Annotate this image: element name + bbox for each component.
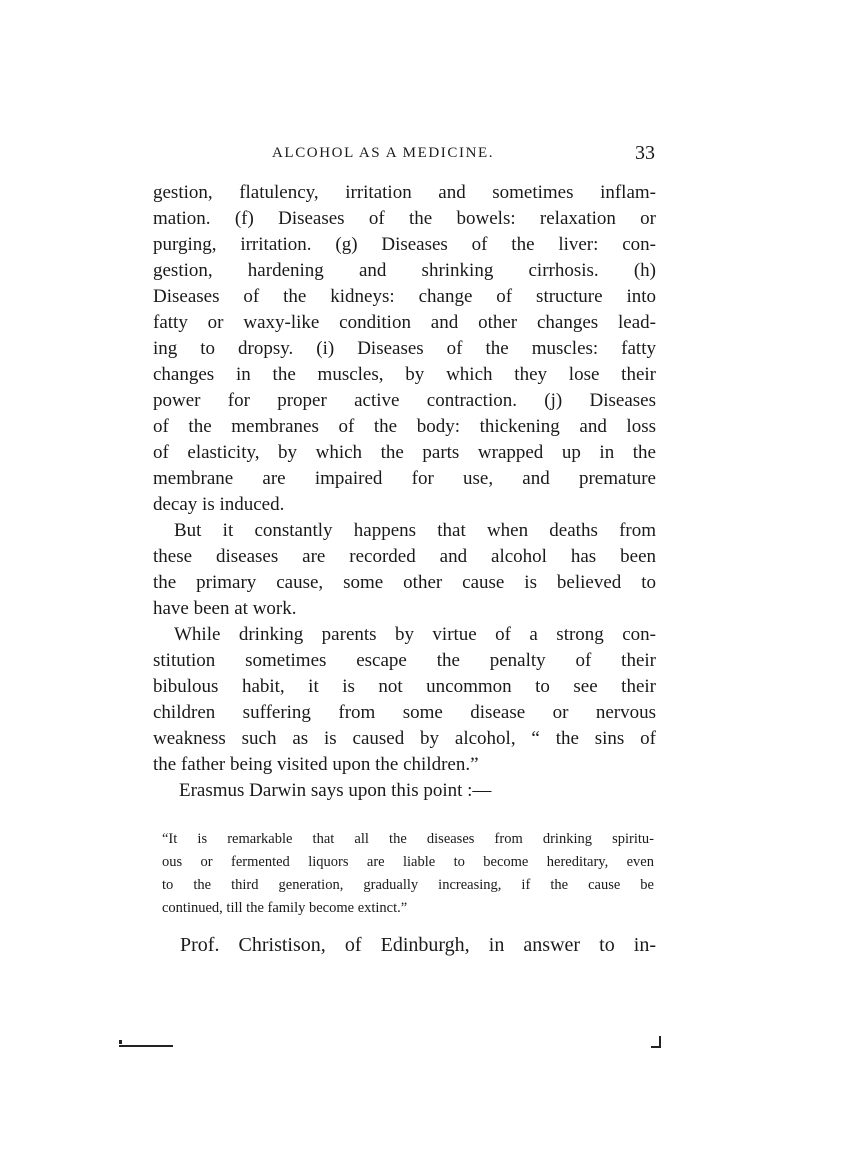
text-line: gestion, hardening and shrinking cirrhosis. (h)	[153, 260, 656, 281]
paragraph-deaths-recorded	[153, 518, 656, 622]
text-line: weakness such as is caused by alcohol, “ the sins of	[153, 728, 656, 749]
text-line: Diseases of the kidneys: change of structure into	[153, 286, 656, 307]
text-line: the primary cause, some other cause is believed to	[153, 572, 656, 593]
text-line: While drinking parents by virtue of a strong con-	[174, 624, 656, 645]
paragraph-erasmus-darwin	[153, 778, 656, 804]
body-text	[153, 180, 656, 804]
text-line: Erasmus Darwin says upon this point :—	[179, 780, 492, 801]
text-line: But it constantly happens that when deaths from	[174, 520, 656, 541]
crop-mark-icon	[659, 1036, 661, 1048]
paragraph-drinking-parents	[153, 622, 656, 778]
paragraph-christison: Prof. Christison, of Edinburgh, in answer to in-	[180, 934, 656, 956]
text-line: bibulous habit, it is not uncommon to see their	[153, 676, 656, 697]
quote-line: to the third generation, gradually increasing, if the cause be	[162, 877, 654, 893]
quote-line: continued, till the family become extinct.”	[162, 900, 408, 916]
text-line: changes in the muscles, by which they lose their	[153, 364, 656, 385]
text-line: purging, irritation. (g) Diseases of the liver: con-	[153, 234, 656, 255]
text-line: membrane are impaired for use, and premature	[153, 468, 656, 489]
crop-mark-icon	[119, 1045, 173, 1047]
quote-line: ous or fermented liquors are liable to become hereditary, even	[162, 854, 654, 870]
paragraph-diseases-list	[153, 180, 656, 518]
running-title: ALCOHOL AS A MEDICINE.	[272, 145, 495, 161]
text-line: the father being visited upon the children.”	[153, 754, 479, 775]
text-line: of elasticity, by which the parts wrapped up in the	[153, 442, 656, 463]
text-line: fatty or waxy-like condition and other changes lead-	[153, 312, 656, 333]
text-line: these diseases are recorded and alcohol has been	[153, 546, 656, 567]
text-line: gestion, flatulency, irritation and sometimes inflam-	[153, 182, 656, 203]
text-line: ing to dropsy. (i) Diseases of the muscles: fatty	[153, 338, 656, 359]
quote-line: “It is remarkable that all the diseases from drinking spiritu-	[162, 831, 654, 847]
text-line: mation. (f) Diseases of the bowels: relaxation or	[153, 208, 656, 229]
page-number: 33	[635, 142, 655, 164]
crop-mark-icon	[119, 1040, 122, 1044]
block-quotation	[162, 828, 654, 920]
text-line: children suffering from some disease or nervous	[153, 702, 656, 723]
text-line: have been at work.	[153, 598, 297, 619]
text-line: of the membranes of the body: thickening and loss	[153, 416, 656, 437]
text-line: stitution sometimes escape the penalty of their	[153, 650, 656, 671]
running-head	[152, 143, 657, 167]
text-line: decay is induced.	[153, 494, 285, 515]
text-line: power for proper active contraction. (j) Diseases	[153, 390, 656, 411]
